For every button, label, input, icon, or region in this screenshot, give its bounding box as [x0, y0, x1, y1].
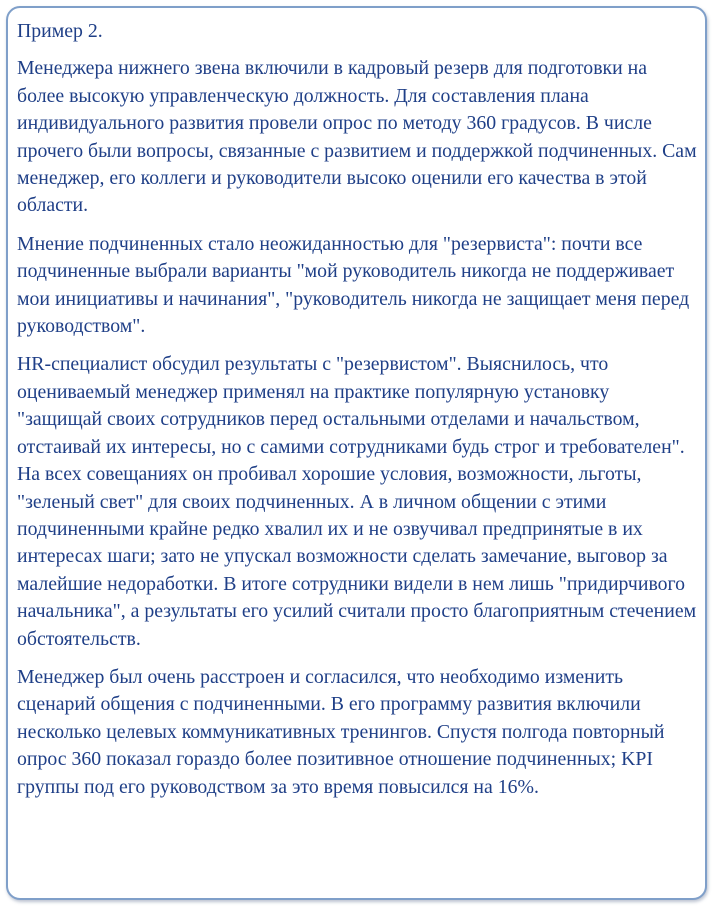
example-title: Пример 2. [17, 20, 103, 42]
example-content [17, 18, 699, 812]
paragraph-hr-discussion: HR-специалист обсудил результаты с "резервистом". Выяснилось, что оцениваемый менеджер применял на практике популярную установку "защищай своих сотрудников перед остальными отделами и начальством, отстаивай их интересы, но с самими сотрудниками будь строг и требователен". На всех совещаниях он пробивал хорошие условия, возможности, льготы, "зеленый свет" для своих подчиненных. А в личном общении с этими подчиненными крайне редко хвалил их и не озвучивал предпринятые в их интересах шаги; зато не упускал возможности сделать замечание, выговор за малейшие недоработки. В итоге сотрудники видели в нем лишь "придирчивого начальника", а результаты его усилий считали просто благоприятным стечением обстоятельств. [17, 353, 697, 650]
paragraph-subordinates-opinion: Мнение подчиненных стало неожиданностью для "резервиста": почти все подчиненные выбрали варианты "мой руководитель никогда не поддерживает мои инициативы и начинания", "руководитель никогда не защищает меня перед руководством". [17, 232, 690, 338]
paragraph-outcome: Менеджер был очень расстроен и согласился, что необходимо изменить сценарий общения с подчиненными. В его программу развития включили несколько целевых коммуникативных тренингов. Спустя полгода повторный опрос 360 показал гораздо более позитивное отношение подчиненных; KPI группы под его руководством за это время повысился на 16%. [17, 665, 665, 798]
paragraph-reserve-manager: Менеджера нижнего звена включили в кадровый резерв для подготовки на более высокую управленческую должность. Для составления плана индивидуального развития провели опрос по методу 360 градусов. В числе прочего были вопросы, связанные с развитием и поддержкой подчиненных. Сам менеджер, его коллеги и руководители высоко оценили его качества в этой области. [17, 57, 697, 217]
